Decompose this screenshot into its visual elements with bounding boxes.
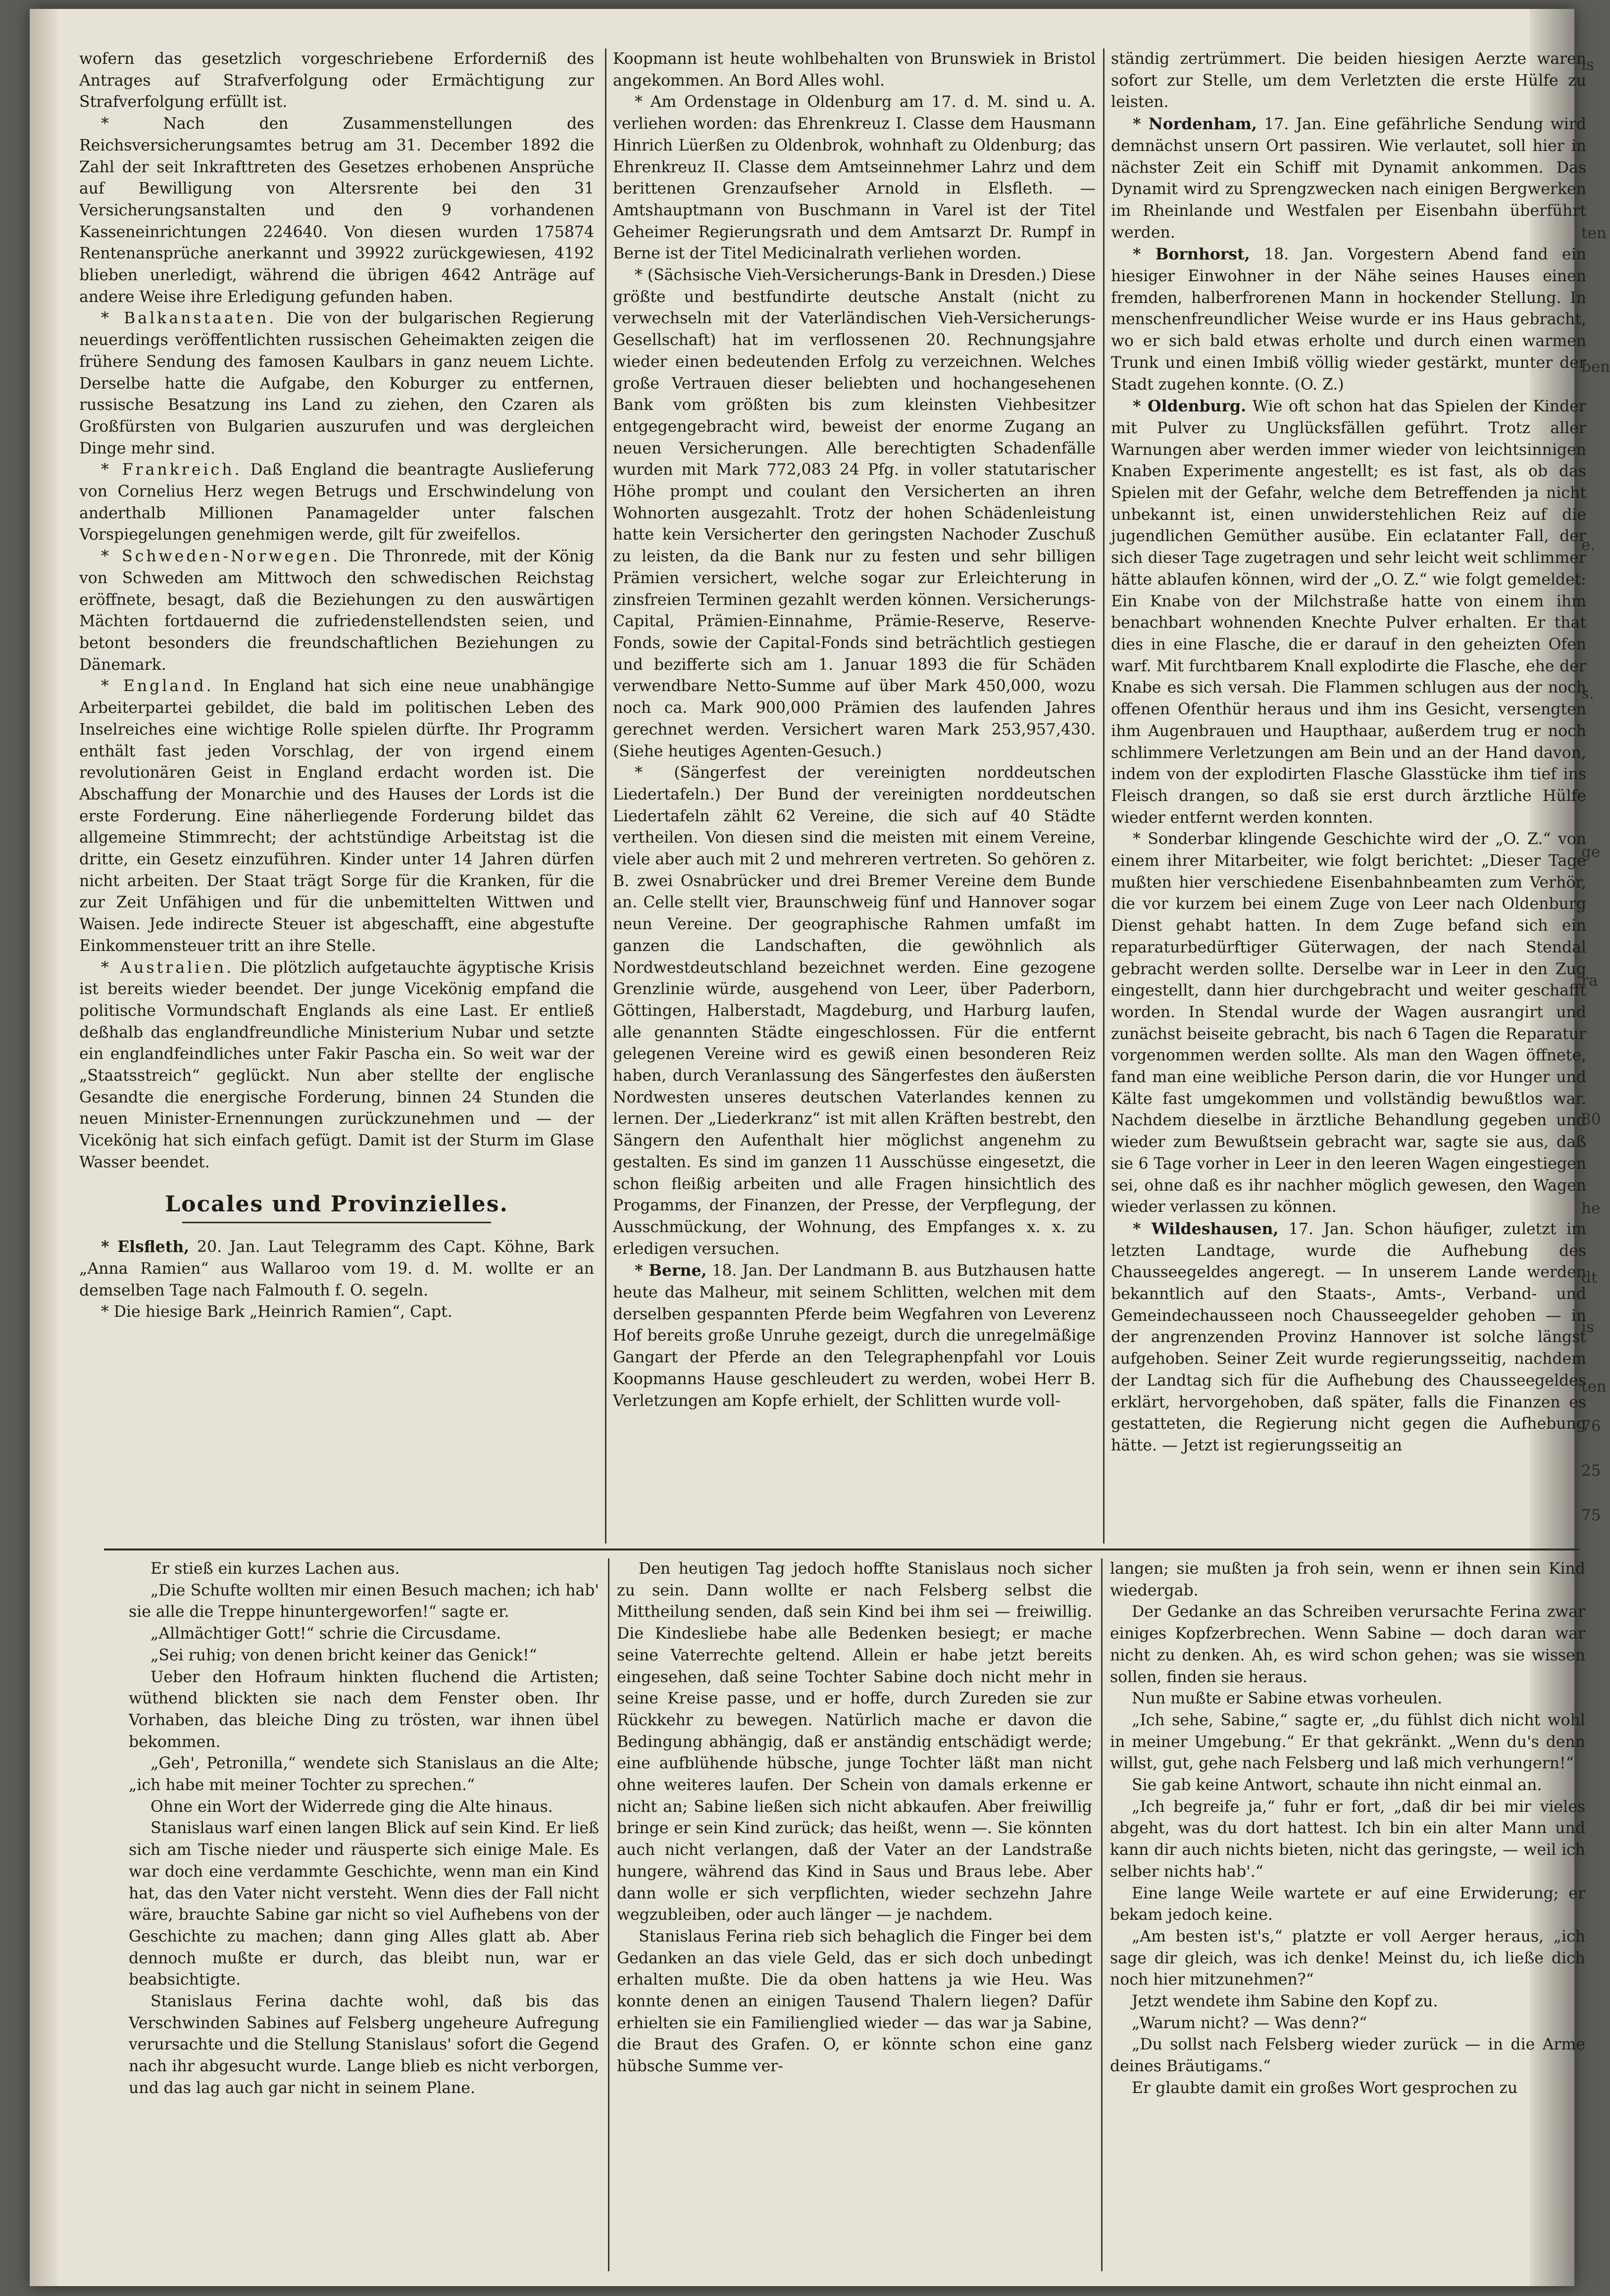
article-elsfleth xyxy=(79,1236,594,1301)
article-text: 18. Jan. Der Landmann B. aus Butzhausen hatte heute das Malheur, mit seinem Schlitten, welchen mit dem derselben gespannten Pferde beim Wegfahren von Leverenz Hof bereits große Unruhe gezeigt, durch die unregelmäßige Gangart der Pferde an den Telegraphenpfahl vor Louis Koopmanns Hause geschleudert zu werden, wobei Herr B. Verletzungen am Kopfe erhielt, der Schlitten wurde voll- xyxy=(613,1262,1096,1410)
page-binding xyxy=(30,9,57,2286)
article-paragraph: ständig zertrümmert. Die beiden hiesigen Aerzte waren sofort zur Stelle, um dem Verletzten die erste Hülfe zu leisten. xyxy=(1111,50,1586,111)
article-text: Wie oft schon hat das Spielen der Kinder mit Pulver zu Unglücksfällen geführt. Trotz aller Warnungen aber werden immer wieder von leichtsinnigen Knaben Experimente angestellt; es ist fast, als ob das Spielen mit der Gefahr, welche dem Betreffenden ja nicht unbekannt ist, einen unwiderstehlichen Reiz auf die jugendlichen Gemüther ausübe. Ein eclatanter Fall, der sich dieser Tage zugetragen und sehr leicht weit schlimmer hätte ablaufen können, wird der „O. Z.“ wie folgt gemeldet: Ein Knabe von der Milchstraße hatte von einem ihm benachbart wohnenden Knechte Pulver erhalten. Er that dies in eine Flasche, die er darauf in den geheizten Ofen warf. Mit furchtbarem Knall explodirte die Flasche, ehe der Knabe es sich versah. Die Flammen schlugen aus der noch offenen Ofenthür heraus und ihm ins Gesicht, versengten ihm Augenbrauen und Haupthaar, außerdem trug er noch schlimmere Verletzungen am Bein und an der Hand davon, indem von der explodirten Flasche Glasstücke ihm tief ins Fleisch drangen, so daß sie erst durch ärztliche Hülfe wieder entfernt werden konnten. xyxy=(1111,398,1586,827)
serial-column-1 xyxy=(129,1558,599,2271)
bleed-fragment: he xyxy=(1581,1199,1601,1217)
serial-paragraph: langen; sie mußten ja froh sein, wenn er ihnen sein Kind wiedergab. xyxy=(1110,1560,1585,1599)
column-3 xyxy=(1111,49,1586,1534)
article-strange-story: * Sonderbar klingende Geschichte wird der „O. Z.“ von einem ihrer Mitarbeiter, wie folgt berichtet: „Dieser Tage mußten hier verschiedene Eisenbahnbeamten zum Verhör, die vor kurzem bei einem Zuge von Leer nach Oldenburg Dienst gehabt hatten. In dem Zuge befand sich ein reparaturbedürftiger Güterwagen, der nach Stendal gebracht werden sollte. Derselbe war in Leer in den Zug eingestellt, dann hier durchgebracht und weiter geschafft worden. In Stendal wurde der Wagen ausrangirt und zunächst beiseite gebracht, bis nach 6 Tagen die Reparatur vorgenommen werden sollte. Als man den Wagen öffnete, fand man eine weibliche Person darin, die vor Hunger und Kälte fast umgekommen und vollständig bewußtlos war. Nachdem dieselbe in ärztliche Behandlung gegeben und wieder zum Bewußtsein gebracht war, sagte sie aus, daß sie 6 Tage vorher in Leer in den leeren Wagen eingestiegen sei, ohne daß es ihr nachher möglich gewesen, den Wagen wieder verlassen zu können. xyxy=(1111,830,1586,1216)
bleed-fragment: 80 xyxy=(1581,1110,1601,1128)
article-place: * Wildeshausen, xyxy=(1133,1219,1279,1238)
serial-column-2 xyxy=(617,1558,1092,2271)
article-sweden-norway xyxy=(79,546,594,676)
article-livestock-insurance: * (Sächsische Vieh-Versicherungs-Bank in Dresden.) Diese größte und bestfundirte deutsche Anstalt (nicht zu verwechseln mit der Vaterländischen Vieh-Versicherungs-Gesellschaft) hat im verflossenen 20. Rechnungsjahre wieder einen bedeutenden Erfolg zu verzeichnen. Welches große Vertrauen dieser beliebten und hochangesehenen Bank vom größten bis zum kleinsten Viehbesitzer entgegengebracht wird, beweist der enorme Zugang an neuen Versicherungen. Alle berechtigten Schadenfälle wurden mit Mark 772,083 24 Pfg. in voller statutarischer Höhe prompt und coulant den Versicherten an ihren Wohnorten ausgezahlt. Trotz der hohen Schädenleistung hatte kein Versicherter den geringsten Nachoder Zuschuß zu leisten, da die Bank nur zu festen und sehr billigen Prämien versichert, welche sogar zur Erleichterung in zinsfreien Terminen gezahlt werden können. Versicherungs-Capital, Prämien-Einnahme, Prämie-Reserve, Reserve-Fonds, sowie der Capital-Fonds sind beträchtlich gestiegen und bezifferte sich am 1. Januar 1893 die für Schäden verwendbare Netto-Summe auf über Mark 450,000, wozu noch ca. Mark 900,000 Prämien des laufenden Jahres gerechnet werden. Versichert waren Mark 253,957,430. (Siehe heutiges Agenten-Gesuch.) xyxy=(613,266,1096,760)
serial-paragraph: „Die Schufte wollten mir einen Besuch machen; ich hab' sie alle die Treppe hinuntergeworfen!“ sagte er. xyxy=(129,1581,599,1621)
bleed-fragment: ben xyxy=(1581,358,1610,376)
serial-paragraph: „Ich sehe, Sabine,“ sagte er, „du fühlst dich nicht wohl in meiner Umgebung.“ Er that gekränkt. „Wenn du's denn willst, gut, gehe nach Felsberg und laß mich verhungern!“ xyxy=(1110,1711,1585,1773)
article-balkans xyxy=(79,308,594,459)
article-lead-word: * Australien. xyxy=(101,958,234,977)
newspaper-page xyxy=(30,9,1587,2286)
article-lead-word: * Balkanstaaten. xyxy=(101,309,277,328)
serial-paragraph: Stanislaus warf einen langen Blick auf sein Kind. Er ließ sich am Tische nieder und räusperte sich einige Male. Es war doch eine verdammte Geschichte, wenn man ein Kind hat, das den Vater nicht versteht. Wenn dies der Fall nicht wäre, brauchte Sabine gar nicht so viel Aufhebens von der Geschichte zu machen; dann ging Alles glatt ab. Aber dennoch mußte er durch, das bleibt nun, war er beabsichtigte. xyxy=(129,1819,599,1989)
serial-paragraph: Ueber den Hofraum hinkten fluchend die Artisten; wüthend blickten sie nach dem Fenster oben. Ihr Vorhaben, das bleiche Ding zu trösten, war ihnen übel bekommen. xyxy=(129,1668,599,1751)
section-separator xyxy=(104,1548,1579,1550)
article-nordenham xyxy=(1111,113,1586,244)
bleed-fragment: e. xyxy=(1581,536,1596,554)
article-lead-word: * Frankreich. xyxy=(101,461,242,479)
heading-underline xyxy=(182,1222,491,1223)
column-2 xyxy=(613,49,1096,1534)
bleed-fragment: is xyxy=(1581,56,1594,74)
column-1 xyxy=(79,49,594,1534)
article-place: * Elsfleth, xyxy=(101,1238,190,1256)
article-text: 18. Jan. Vorgestern Abend fand ein hiesiger Einwohner in der Nähe seines Hauses einen fremden, halberfrorenen Mann in hockender Stellung. In menschenfreundlicher Weise wurde er ins Haus gebracht, wo er sich bald etwas erholte und durch einen warmen Trunk und einen Imbiß völlig wieder gestärkt, munter der Stadt zugehen konnte. (O. Z.) xyxy=(1111,246,1586,394)
article-lead-word: * England. xyxy=(101,677,214,696)
bleed-fragment: s. xyxy=(1581,685,1594,702)
serial-paragraph: „Allmächtiger Gott!“ schrie die Circusdame. xyxy=(151,1625,502,1643)
article-place: * Bornhorst, xyxy=(1133,245,1250,264)
serial-paragraph: „Geh', Petronilla,“ wendete sich Stanislaus an die Alte; „ich habe mit meiner Tochter zu sprechen.“ xyxy=(129,1754,599,1795)
bleed-fragment: 76 xyxy=(1581,1417,1601,1435)
bleed-fragment: is xyxy=(1581,1318,1594,1336)
bleed-fragment: ten xyxy=(1581,224,1607,242)
article-australia xyxy=(79,957,594,1174)
serial-paragraph: Er stieß ein kurzes Lachen aus. xyxy=(151,1560,400,1578)
serial-paragraph: „Sei ruhig; von denen bricht keiner das Genick!“ xyxy=(151,1646,537,1664)
column-divider xyxy=(605,49,606,1544)
serial-paragraph: Nun mußte er Sabine etwas vorheulen. xyxy=(1132,1690,1443,1708)
article-paragraph: * Die hiesige Bark „Heinrich Ramien“, Capt. xyxy=(101,1303,453,1321)
column-divider xyxy=(1103,49,1105,1544)
article-text: Die Thronrede, mit der König von Schweden am Mittwoch den schwedischen Reichstag eröffnete, besagt, daß die Beziehungen zu den auswärtigen Mächten fortdauernd die zufriedenstellendsten seien, und betont besonders die freundschaftlichen Beziehungen zu Dänemark. xyxy=(79,548,594,674)
bleed-fragment: ten xyxy=(1581,1378,1607,1396)
column-divider xyxy=(1101,1558,1103,2271)
bleed-fragment: 25 xyxy=(1581,1462,1601,1480)
serial-paragraph: Den heutigen Tag jedoch hoffte Stanislaus noch sicher zu sein. Dann wollte er nach Felsberg selbst die Mittheilung senden, daß sein Kind bei ihm sei — freiwillig. Die Kindesliebe habe alle Bedenken besiegt; er mache seine Vaterrechte geltend. Allein er habe jetzt bereits eingesehen, daß seine Tochter Sabine doch nicht mehr in seine Kreise passe, und er hoffe, durch Zureden sie zur Rückkehr zu bewegen. Natürlich mache er davon die Bedingung abhängig, daß er anständig entschädigt werde; eine aufblühende hübsche, junge Tochter läßt man nicht ohne weiteres laufen. Der Schein von damals erkenne er nicht an; Sabine ließen sich nicht abkaufen. Aber freiwillig bringe er sein Kind zurück; das heißt, wenn —. Sie könnten auch nicht verlangen, daß der Vater an der Landstraße hungere, während das Kind in Saus und Braus lebe. Aber dann wolle er sich verpflichten, wieder sechzehn Jahre wegzubleiben, oder auch länger — je nachdem. xyxy=(617,1560,1092,1924)
serial-paragraph: Ohne ein Wort der Widerrede ging die Alte hinaus. xyxy=(151,1797,553,1816)
article-insurance-statistics: * Nach den Zusammenstellungen des Reichsversicherungsamtes betrug am 31. December 1892 die Zahl der seit Inkrafttreten des Gesetzes erhobenen Ansprüche auf Bewilligung von Altersrente bei den 31 Versicherungsanstalten und den 9 vorhandenen Kasseneinrichtungen 224640. Von diesen wurden 175874 Rentenansprüche anerkannt und 39922 zurückgewiesen, 4192 blieben unerledigt, während die übrigen 4642 Anträge auf andere Weise ihre Erledigung gefunden haben. xyxy=(79,115,594,306)
article-text: 17. Jan. Schon häufiger, zuletzt im letzten Landtage, wurde die Aufhebung des Chausseegeldes angeregt. — In unserem Lande werden bekanntlich auf den Staats-, Amts-, Verband- und Gemeindechausseen noch Chausseegelder gehoben — in der angrenzenden Provinz Hannover ist solche längst aufgehoben. Seiner Zeit wurde regierungsseitig, nachdem der Landtag sich für die Aufhebung des Chausseegeldes erklärt, hervorgehoben, daß später, falls die Finanzen es gestatteten, die Regierung nicht gegen die Aufhebung hätte. — Jetzt ist regierungsseitig an xyxy=(1111,1220,1586,1454)
article-place: * Nordenham, xyxy=(1133,115,1257,134)
serial-paragraph: „Am besten ist's,“ platzte er voll Aerger heraus, „ich sage dir gleich, was ich denke! Meinst du, ich ließe dich noch hier mitzunehmen?“ xyxy=(1110,1927,1585,1989)
bleed-fragment: dt xyxy=(1581,1269,1598,1287)
bleed-fragment: ge xyxy=(1581,843,1601,861)
serial-paragraph: Sie gab keine Antwort, schaute ihn nicht einmal an. xyxy=(1132,1776,1542,1795)
serial-paragraph: Stanislaus Ferina dachte wohl, daß bis das Verschwinden Sabines auf Felsberg ungeheure Aufregung verursachte und die Stellung Stanislaus' sofort die Gegend nach ihr abgesucht wurde. Lange blieb es nicht verborgen, und das lag auch gar nicht in seinem Plane. xyxy=(129,1993,599,2097)
article-paragraph: wofern das gesetzlich vorgeschriebene Erforderniß des Antrages auf Strafverfolgung oder Ermächtigung zur Strafverfolgung erfüllt ist. xyxy=(79,50,594,111)
article-bornhorst xyxy=(1111,244,1586,396)
article-england xyxy=(79,676,594,957)
article-lead-word: * Schweden-Norwegen. xyxy=(101,548,341,566)
article-singers-festival: * (Sängerfest der vereinigten norddeutschen Liedertafeln.) Der Bund der vereinigten norddeutschen Liedertafeln zählt 62 Vereine, die sich auf 40 Städte vertheilen. Von diesen sind die meisten mit einem Vereine, viele aber auch mit 2 und mehreren vertreten. So gehören z. B. zwei Osnabrücker und drei Bremer Vereine dem Bunde an. Celle stellt vier, Braunschweig fünf und Hannover sogar neun Vereine. Der geographische Rahmen umfaßt im ganzen die Landschaften, die gewöhnlich als Nordwestdeutschland bezeichnet werden. Eine gezogene Grenzlinie würde, ausgehend von Leer, über Paderborn, Göttingen, Halberstadt, Magdeburg, und Harburg laufen, alle genannten Städte eingeschlossen. Für die entfernt gelegenen Vereine wird es gewiß einen besonderen Reiz haben, durch Veranlassung des Sängerfestes den äußersten Nordwesten unseres deutschen Vaterlandes kennen zu lernen. Der „Liederkranz“ ist mit allen Kräften bestrebt, den Sängern den Aufenthalt hier möglichst angenehm zu gestalten. Es sind im ganzen 11 Ausschüsse eingesetzt, die schon fleißig arbeiten und alle Fragen hinsichtlich des Progamms, der Finanzen, der Presse, der Verpflegung, der Ausschmückung, der Wohnung, des Empfanges x. x. zu erledigen versuchen. xyxy=(613,764,1096,1258)
serial-column-3 xyxy=(1110,1558,1585,2271)
serial-paragraph: „Du sollst nach Felsberg wieder zurück — in die Arme deines Bräutigams.“ xyxy=(1110,2036,1585,2076)
serial-paragraph: Eine lange Weile wartete er auf eine Erwiderung; er bekam jedoch keine. xyxy=(1110,1884,1585,1924)
serial-paragraph: „Ich begreife ja,“ fuhr er fort, „daß dir bei mir vieles abgeht, was du dort hattest. Ich bin ein alter Mann und kann dir auch nichts bieten, nicht das geringste, — weil ich selber nichts hab'.“ xyxy=(1110,1797,1585,1881)
article-wildeshausen xyxy=(1111,1218,1586,1457)
column-divider xyxy=(608,1558,609,2271)
article-berne xyxy=(613,1260,1096,1412)
article-text: In England hat sich eine neue unabhängige Arbeiterpartei gebildet, die bald im politischen Leben des Inselreiches eine wichtige Rolle spielen dürfte. Ihr Programm enthält fast jeden Vorschlag, der von irgend einem revolutionären Geist in England erdacht worden ist. Die Abschaffung der Monarchie und des Hauses der Lords ist die erste Forderung. Eine näherliegende Forderung bildet das allgemeine Stimmrecht; der achtstündige Arbeitstag ist die dritte, ein Gesetz einzuführen. Kinder unter 14 Jahren dürfen nicht arbeiten. Der Staat trägt Sorge für die Kranken, für die zur Zeit Unfähigen und für die unbemittelten Wittwen und Waisen. Jede indirecte Steuer ist abgeschafft, eine abgestufte Einkommensteuer tritt an ihre Stelle. xyxy=(79,677,595,955)
article-text: Daß England die beantragte Auslieferung von Cornelius Herz wegen Betrugs und Erschwindelung von anderthalb Millionen Panamagelder unter falschen Vorspiegelungen genehmigen werde, gilt für zweifellos. xyxy=(79,461,594,544)
article-order-day: * Am Ordenstage in Oldenburg am 17. d. M. sind u. A. verliehen worden: das Ehrenkreuz I. Classe dem Hausmann Hinrich Lüerßen zu Oldenbrok, wohnhaft zu Oldenburg; das Ehrenkreuz II. Classe dem Amtseinnehmer Lahrz und dem berittenen Grenzaufseher Arnold in Elsfleth. — Amtshauptmann von Buschmann in Varel ist der Titel Geheimer Regierungsrath und dem Amtsarzt Dr. Rumpf in Berne ist der Titel Medicinalrath verliehen worden. xyxy=(613,93,1096,263)
article-text: 17. Jan. Eine gefährliche Sendung wird demnächst unsern Ort passiren. Wie verlautet, soll hier in nächster Zeit ein Schiff mit Dynamit ankommen. Das Dynamit wird zu Sprengzwecken nach einigen Bergwerken im Rheinlande und Westfalen per Eisenbahn überführt werden. xyxy=(1111,115,1587,242)
serial-paragraph: „Warum nicht? — Was denn?“ xyxy=(1132,2014,1367,2032)
article-paragraph: Koopmann ist heute wohlbehalten von Brunswiek in Bristol angekommen. An Bord Alles wohl. xyxy=(613,50,1096,90)
article-france xyxy=(79,459,594,546)
serial-paragraph: Jetzt wendete ihm Sabine den Kopf zu. xyxy=(1132,1993,1438,2011)
article-text: 20. Jan. Laut Telegramm des Capt. Köhne, Bark „Anna Ramien“ aus Wallaroo vom 19. d. M. wollte er an demselben Tage nach Falmouth f. O. segeln. xyxy=(79,1238,594,1299)
section-heading: Locales und Provinzielles. xyxy=(165,1191,508,1217)
article-place: * Oldenburg. xyxy=(1133,397,1247,416)
serial-paragraph: Stanislaus Ferina rieb sich behaglich die Finger bei dem Gedanken an das viele Geld, das er sich doch unbedingt erhalten mußte. Die da oben hattens ja wie Heu. Was konnte denen an einigen Tausend Thalern liegen? Dafür erhielten sie ein Familienglied wieder — das war ja Sabine, die Braut des Grafen. O, er könnte schon eine ganz hübsche Summe ver- xyxy=(617,1927,1092,2076)
serial-paragraph: Der Gedanke an das Schreiben verursachte Ferina zwar einiges Kopfzerbrechen. Wenn Sabine — doch daran war nicht zu denken. Ah, es wird schon gehen; was sie wissen sollen, finden sie heraus. xyxy=(1110,1603,1585,1686)
bleed-fragment: ra xyxy=(1581,972,1598,990)
article-text: Die von der bulgarischen Regierung neuerdings veröffentlichten russischen Geheimakten zeigen die frühere Sendung des famosen Kaulbars in ganz neuem Lichte. Derselbe hatte die Aufgabe, den Koburger zu entfernen, russische Besatzung ins Land zu ziehen, den Czaren als Großfürsten von Bulgarien auszurufen und was dergleichen Dinge mehr sind. xyxy=(79,309,594,457)
serial-paragraph: Er glaubte damit ein großes Wort gesprochen zu xyxy=(1132,2079,1518,2097)
article-place: * Berne, xyxy=(635,1261,707,1280)
bleed-fragment: 75 xyxy=(1581,1506,1601,1524)
adjacent-page-fragments xyxy=(1579,0,1610,2296)
article-text: Die plötzlich aufgetauchte ägyptische Krisis ist bereits wieder beendet. Der junge Vicekönig empfand die politische Vormundschaft Englands als eine Last. Er entließ deßhalb das englandfreundliche Ministerium Nubar und setzte ein englandfeindliches unter Fakir Pascha ein. So weit war der „Staatsstreich“ geglückt. Nun aber stellte der englische Gesandte die energische Forderung, binnen 24 Stunden die neuen Minister-Ernennungen zurückzunehmen und — der Vicekönig hat sich einfach gefügt. Damit ist der Sturm im Glase Wasser beendet. xyxy=(79,958,594,1171)
article-oldenburg xyxy=(1111,396,1586,829)
